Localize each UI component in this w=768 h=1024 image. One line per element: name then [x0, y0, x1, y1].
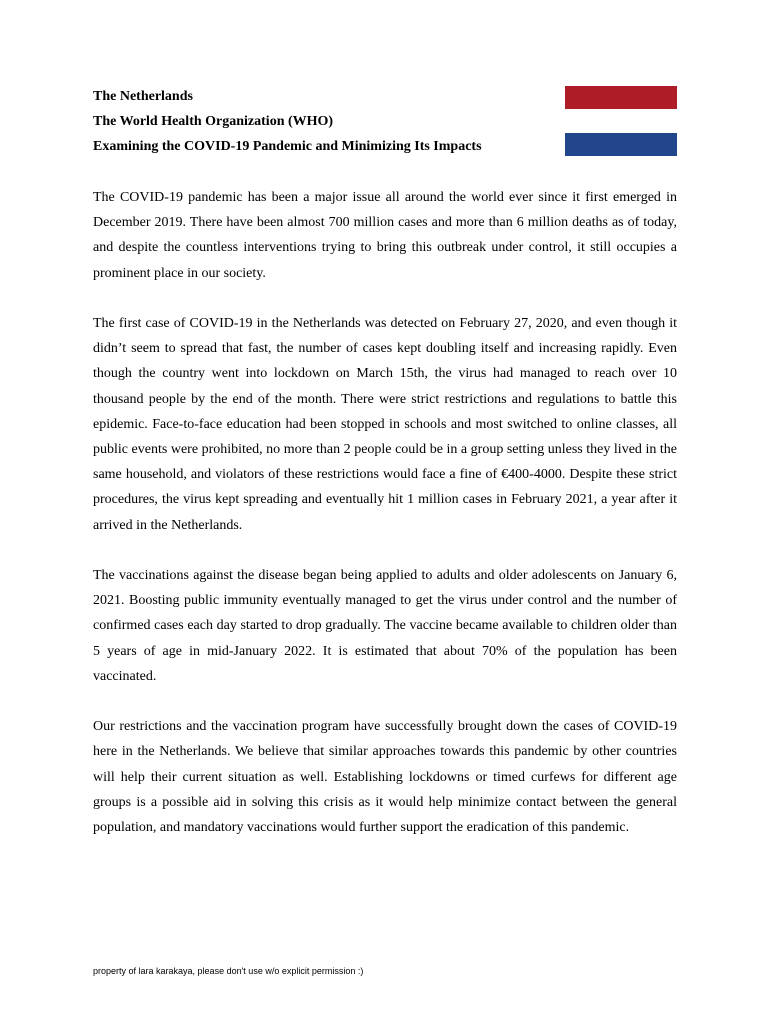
- country-heading: The Netherlands: [93, 89, 193, 104]
- position-paper-body: [93, 185, 677, 865]
- flag-stripe-blue: [565, 133, 677, 156]
- flag-stripe-red: [565, 86, 677, 109]
- footer-note: property of lara karakaya, please don't use w/o explicit permission :): [93, 966, 364, 976]
- committee-heading: The World Health Organization (WHO): [93, 114, 334, 129]
- netherlands-flag-icon: [565, 86, 677, 156]
- paragraph-proposals: Our restrictions and the vaccination program have successfully brought down the cases of COVID-19 here in the Netherlands. We believe that similar approaches towards this pandemic by other countries will help their current situation as well. Establishing lockdowns or timed curfews for different age groups is a possible aid in solving this crisis as it would help minimize contact between the general population, and mandatory vaccinations would further support the eradication of this pandemic.: [93, 719, 677, 836]
- paragraph-netherlands-history: The first case of COVID-19 in the Netherlands was detected on February 27, 2020, and even though it didn’t seem to spread that fast, the number of cases kept doubling itself and increasing rapidly. Even though the country went into lockdown on March 15th, the virus had managed to reach over 10 thousand people by the end of the month. There were strict restrictions and regulations to battle this epidemic. Face-to-face education had been stopped in schools and most switched to online classes, all public events were prohibited, no more than 2 people could be in a group setting unless they lived in the same household, and violators of these restrictions would face a fine of €400-4000. Despite these strict procedures, the virus kept spreading and eventually hit 1 million cases in February 2021, a year after it arrived in the Netherlands.: [93, 316, 677, 533]
- paragraph-vaccination: The vaccinations against the disease began being applied to adults and older adolescents on January 6, 2021. Boosting public immunity eventually managed to get the virus under control and the number of confirmed cases each day started to drop gradually. The vaccine became available to children older than 5 years of age in mid-January 2022. It is estimated that about 70% of the population has been vaccinated.: [93, 568, 677, 684]
- paragraph-introduction: The COVID-19 pandemic has been a major issue all around the world ever since it first emerged in December 2019. There have been almost 700 million cases and more than 6 million deaths as of today, and despite the countless interventions trying to bring this outbreak under control, it still occupies a prominent place in our society.: [93, 190, 677, 281]
- flag-stripe-white: [565, 109, 677, 132]
- topic-heading: Examining the COVID-19 Pandemic and Minimizing Its Impacts: [93, 139, 482, 154]
